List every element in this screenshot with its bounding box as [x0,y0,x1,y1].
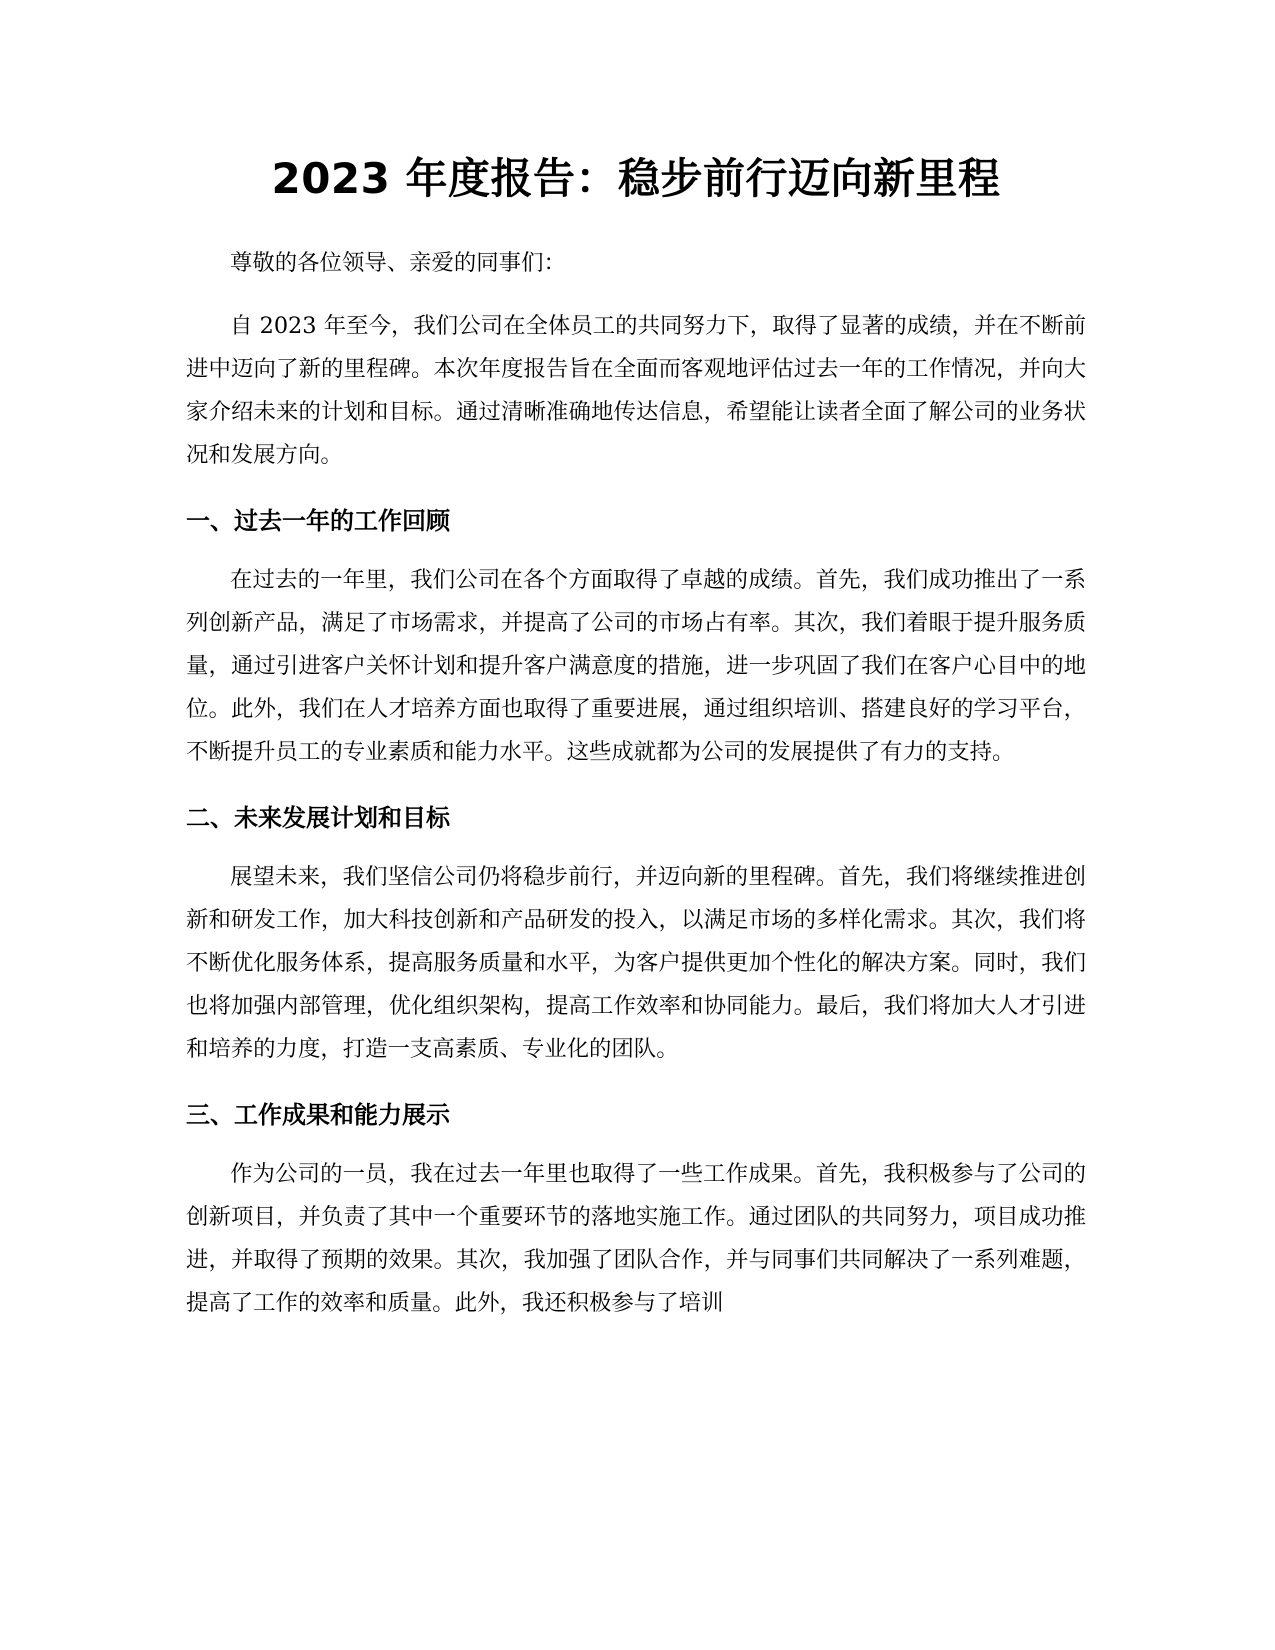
section-body-achievements: 作为公司的一员，我在过去一年里也取得了一些工作成果。首先，我积极参与了公司的创新项目，并负责了其中一个重要环节的落地实施工作。通过团队的共同努力，项目成功推进，并取得了预期的效果。其次，我加强了团队合作，并与同事们共同解决了一系列难题，提高了工作的效率和质量。此外，我还积极参与了培训 [186,1161,1086,1316]
section-body-review: 在过去的一年里，我们公司在各个方面取得了卓越的成绩。首先，我们成功推出了一系列创新产品，满足了市场需求，并提高了公司的市场占有率。其次，我们着眼于提升服务质量，通过引进客户关怀计划和提升客户满意度的措施，进一步巩固了我们在客户心目中的地位。此外，我们在人才培养方面也取得了重要进展，通过组织培训、搭建良好的学习平台，不断提升员工的专业素质和能力水平。这些成就都为公司的发展提供了有力的支持。 [186,567,1086,765]
salutation: 尊敬的各位领导、亲爱的同事们： [230,250,566,276]
section-heading-plans: 二、未来发展计划和目标 [186,804,450,832]
section-body-plans: 展望未来，我们坚信公司仍将稳步前行，并迈向新的里程碑。首先，我们将继续推进创新和研发工作，加大科技创新和产品研发的投入，以满足市场的多样化需求。其次，我们将不断优化服务体系，提高服务质量和水平，为客户提供更加个性化的解决方案。同时，我们也将加强内部管理，优化组织架构，提高工作效率和协同能力。最后，我们将加大人才引进和培养的力度，打造一支高素质、专业化的团队。 [186,864,1086,1062]
section-heading-review: 一、过去一年的工作回顾 [186,507,450,535]
intro-paragraph: 自 2023 年至今，我们公司在全体员工的共同努力下，取得了显著的成绩，并在不断前进中迈向了新的里程碑。本次年度报告旨在全面而客观地评估过去一年的工作情况，并向大家介绍未来的计划和目标。通过清晰准确地传达信息，希望能让读者全面了解公司的业务状况和发展方向。 [186,313,1086,468]
document-title: 2023 年度报告：稳步前行迈向新里程 [271,154,1001,203]
document-body [186,150,1086,1347]
section-heading-achievements: 三、工作成果和能力展示 [186,1101,450,1129]
